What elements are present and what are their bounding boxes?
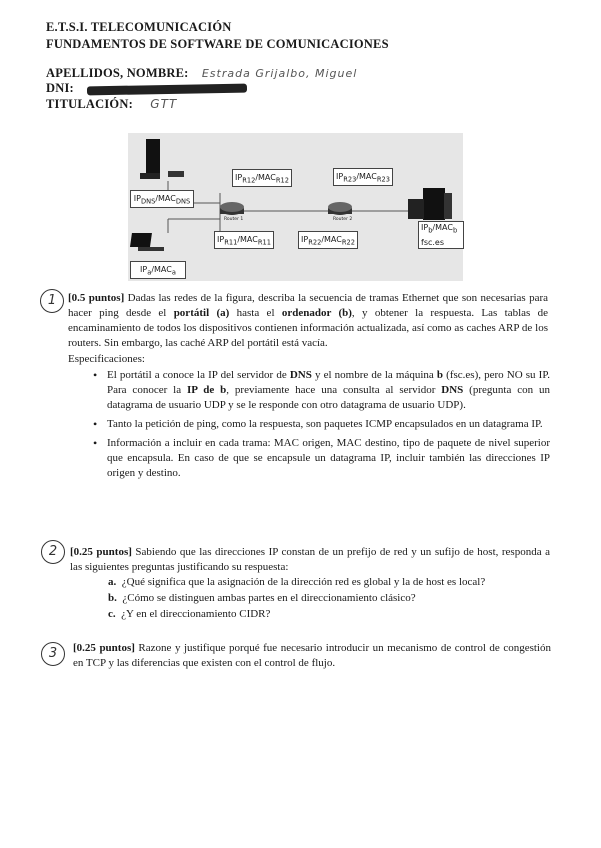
q1-specs — [107, 368, 550, 485]
label-r11: $IP_{R11}/MAC_{R11}$ — [214, 231, 274, 249]
label-laptop: $IP_a/MAC_a$ — [130, 261, 186, 279]
titulacion-label: TITULACIÓN: — [46, 97, 133, 111]
redaction-bar — [87, 83, 247, 95]
router-2-icon — [328, 202, 352, 215]
q3-text: Razone y justifique porqué fue necesario introducir un mecanismo de control de congestión en TCP y las diferencias que existen con el control de flujo. — [73, 642, 551, 669]
q2-item-c — [108, 607, 553, 622]
q1-text-a: Dadas las redes de la figura, describa la secuencia de tramas Ethernet que son necesarias para hacer ping desde el — [68, 292, 548, 319]
q2-item-a-letter: a. — [108, 576, 117, 588]
network-figure — [128, 133, 463, 281]
course-title: FUNDAMENTOS DE SOFTWARE DE COMUNICACIONES — [46, 37, 389, 51]
router-1-icon — [220, 202, 244, 215]
spec1-g: , previamente hace una consulta al servidor — [226, 384, 442, 396]
spec-item-3: • Información a incluir en cada trama: MAC origen, MAC destino, tipo de paquete de nivel superior que encapsula. En caso de que se encapsule un datagrama IP, incluir también las direcciones IP origen y destino. — [107, 436, 550, 481]
question-2-circle: 2 — [41, 540, 65, 564]
spec1-f: IP de b — [186, 384, 227, 396]
dni-row — [46, 81, 247, 96]
dni-label: DNI: — [46, 81, 74, 95]
q1-text — [68, 292, 548, 349]
q2-item-a — [108, 575, 553, 590]
spec-item-1 — [107, 368, 550, 413]
router-2-label: Router 2 — [333, 217, 353, 222]
question-3-circle: 3 — [41, 642, 65, 666]
spec1-b: DNS — [289, 369, 312, 381]
question-3 — [73, 641, 551, 671]
q2-item-b — [108, 591, 553, 606]
titulacion-value: GTT — [150, 97, 178, 111]
q1-text-b: hasta el — [229, 307, 282, 319]
spec1-h: DNS — [441, 384, 464, 396]
q2-item-c-letter: c. — [108, 608, 116, 620]
q2-item-b-letter: b. — [108, 592, 117, 604]
titulacion-row — [46, 97, 177, 112]
label-b-ip: $IP_b/MAC_b$ — [421, 223, 458, 235]
q2-item-a-text: ¿Qué significa que la asignación de la dirección red es global y la de host es local? — [121, 576, 486, 588]
q1-bold-b: ordenador (b) — [281, 307, 352, 319]
label-r12: $IP_{R12}/MAC_{R12}$ — [232, 169, 292, 187]
q1-text-c: , y obtener la respuesta. Las tablas de encaminamiento de todos los dispositivos contienen información actualizada, así como as caches ARP de los routers. Sin embargo, las caché ARP del portátil está vacía. — [68, 307, 549, 349]
q1-spec-title: Especificaciones: — [68, 353, 145, 365]
label-dns: $IP_{DNS}/MAC_{DNS}$ — [130, 190, 194, 208]
q1-points: [0.5 puntos] — [68, 292, 125, 304]
name-row — [46, 66, 357, 81]
q2-text: Sabiendo que las direcciones IP constan de un prefijo de red y un sufijo de host, responda a las siguientes preguntas justificando su respuesta: — [70, 546, 550, 573]
label-b — [418, 221, 464, 249]
q3-points: [0.25 puntos] — [73, 642, 135, 654]
label-r22: $IP_{R22}/MAC_{R22}$ — [298, 231, 358, 249]
spec1-d: b — [436, 369, 444, 381]
school-title: E.T.S.I. TELECOMUNICACIÓN — [46, 20, 232, 34]
name-value: Estrada Grijalbo, Miguel — [201, 67, 358, 80]
spec1-c: y el nombre de la máquina — [311, 369, 437, 381]
spec1-i: (pregunta con un datagrama de usuario UDP y se le responde con otro datagrama de usuario UDP). — [107, 384, 550, 411]
q2-item-c-text: ¿Y en el direccionamiento CIDR? — [121, 608, 271, 620]
question-1 — [68, 291, 548, 351]
spec1-e: (fsc.es), pero NO su IP. Para conocer la — [107, 369, 550, 396]
q2-item-b-text: ¿Cómo se distinguen ambas partes en el direccionamiento clásico? — [122, 592, 416, 604]
label-b-name: fsc.es — [421, 237, 445, 247]
q1-bold-a: portátil (a) — [173, 307, 230, 319]
question-2 — [70, 545, 550, 575]
q2-items — [108, 575, 553, 623]
q2-points: [0.25 puntos] — [70, 546, 132, 558]
label-r23: $IP_{R23}/MAC_{R23}$ — [333, 168, 393, 186]
question-1-circle: 1 — [40, 289, 64, 313]
name-label: APELLIDOS, NOMBRE: — [46, 66, 189, 80]
router-1-label: Router 1 — [224, 217, 244, 222]
spec1-a: El portátil a conoce la IP del servidor de — [107, 369, 290, 381]
spec-item-2: • Tanto la petición de ping, como la respuesta, son paquetes ICMP encapsulados en un datagrama IP. — [107, 417, 550, 432]
